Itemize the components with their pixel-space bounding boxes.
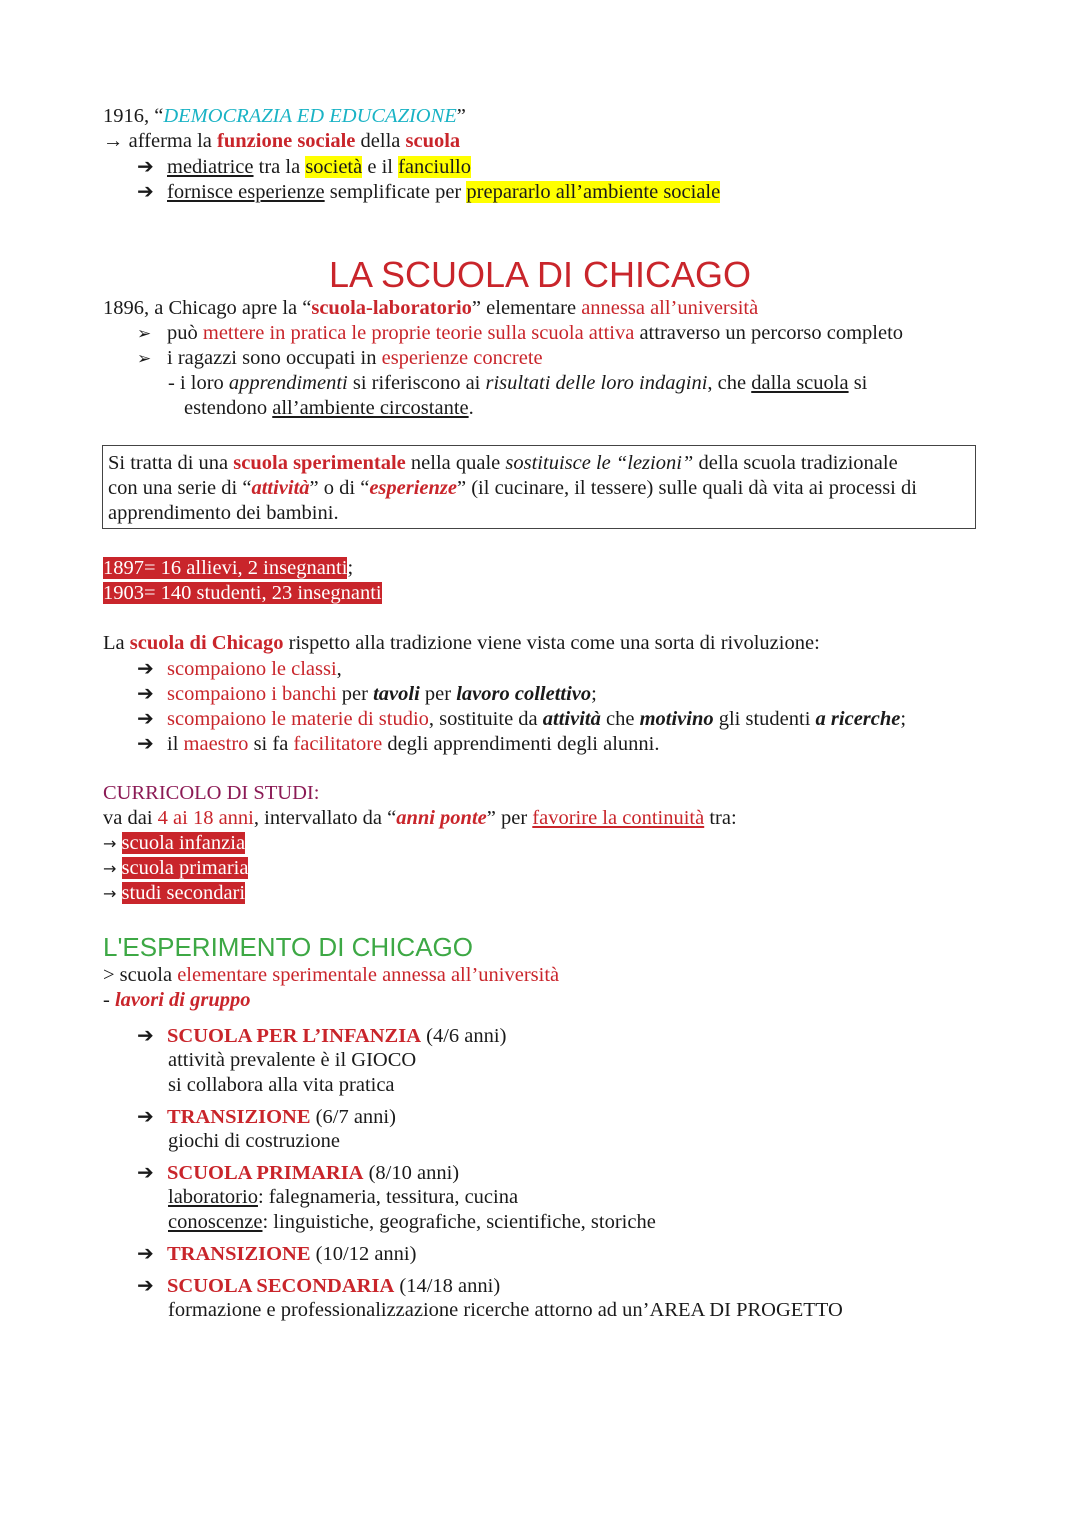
stat-1897 [103,556,353,581]
esperienze: esperienze [369,477,457,499]
curriculum-heading: CURRICOLO DI STUDI: [103,782,320,804]
i3-red: scompaiono le materie di studio [167,708,429,730]
chicago-sub-2 [184,396,474,421]
stage-secondaria-desc: formazione e professionalizzazione ricerche attorno ad un’AREA DI PROGETTO [168,1299,843,1321]
risultati: risultati delle loro indagini [485,372,708,394]
mediatrice: mediatrice [167,156,254,178]
anni-ponte: anni ponte [396,807,487,829]
scuola-word: scuola [405,130,461,152]
curriculum-line [103,806,737,831]
intro-year: 1916, “ [103,105,164,127]
i2-per2: per [419,683,457,705]
dalla-scuola: dalla scuola [751,372,849,394]
stage-name: SCUOLA SECONDARIA [167,1275,395,1297]
funzione-sociale: funzione sociale [217,130,356,152]
chicago-bullet-1 [137,321,903,347]
scuola-di-chicago: scuola di Chicago [129,632,284,654]
curriculum-item-3 [103,881,245,906]
arrow-right-icon: ➔ [137,179,154,203]
ambiente: all’ambiente circostante [272,397,469,419]
page-title: LA SCUOLA DI CHICAGO [328,254,752,295]
intro-affirms [103,129,460,154]
i1-post: , [336,658,342,680]
lab-rest: : falegnameria, tessitura, cucina [257,1186,519,1208]
curriculum-item-label: scuola primaria [121,857,249,879]
box-l1-post: della scuola tradizionale [693,452,898,474]
arrow-icon: → [103,884,117,903]
i1-red: scompaiono le classi [167,658,337,680]
arrow-right-icon: ➔ [137,706,154,730]
b1-red: mettere in pratica le proprie teorie sulla scuola attiva [202,322,635,344]
i3-gli: gli studenti [713,708,816,730]
s1-pre: - i loro [168,372,229,394]
i2-per: per [336,683,374,705]
close-quote: ” [456,105,466,127]
revolution-item-2 [137,681,597,707]
cur-tra: tra: [704,807,737,829]
stat-1903-text: 1903= 140 studenti, 23 insegnanti [103,582,382,604]
curriculum-item-2 [103,856,248,881]
box-line-1 [108,451,898,476]
l1-pre: 1896, a Chicago apre la “ [103,297,312,319]
s2-dot: . [468,397,474,419]
arrow-right-icon: ➔ [137,154,154,178]
triangle-bullet-icon: ➢ [137,349,152,369]
i2-semi: ; [591,683,597,705]
arrow-right-icon: ➔ [137,681,154,705]
curriculum-item-label: studi secondari [121,882,246,904]
societa: società [305,156,363,178]
stage-age: (8/10 anni) [363,1162,460,1184]
exp-l1-red: elementare sperimentale annessa all’università [177,964,560,986]
box-l1-pre: Si tratta di una [108,452,234,474]
experiment-line-1 [103,963,559,988]
i4-mid: si fa [248,733,294,755]
s1-mid: si riferiscono ai [347,372,486,394]
a-ricerche: a ricerche [815,708,901,730]
lavori-di-gruppo: lavori di gruppo [114,989,251,1011]
rev-post: rispetto alla tradizione viene vista come una sorta di rivoluzione: [283,632,820,654]
stage-infanzia-desc-1: attività prevalente è il GIOCO [168,1049,417,1071]
fornisce-esperienze: fornisce esperienze [167,181,325,203]
annessa: annessa all’università [581,297,759,319]
b2-pre: i ragazzi sono occupati in [167,347,382,369]
b1-mid: tra la [253,156,306,178]
b2-red: esperienze concrete [381,347,543,369]
b1-pre: può [167,322,203,344]
s1-che: , che [707,372,752,394]
box-line-3: apprendimento dei bambini. [108,502,339,524]
arrow-right-icon: ➔ [137,656,154,680]
intro-bullet-1 [137,154,471,180]
chicago-sub-1 [168,371,867,396]
s2-pre: estendono [184,397,273,419]
stage-infanzia [137,1023,506,1049]
l1-mid: ” elementare [471,297,582,319]
scuola-sperimentale: scuola sperimentale [233,452,406,474]
stage-secondaria [137,1273,500,1299]
cur-per: ” per [486,807,533,829]
stage-transizione-2 [137,1241,416,1267]
conoscenze: conoscenze [168,1211,263,1233]
con-rest: : linguistiche, geografiche, scientifiche, storiche [262,1211,656,1233]
maestro: maestro [183,733,249,755]
triangle-bullet-icon: ➢ [137,324,152,344]
i4-post: degli apprendimenti degli alunni. [382,733,660,755]
rev-pre: La [103,632,130,654]
stage-age: (14/18 anni) [394,1275,501,1297]
stat-semicolon: ; [347,557,354,579]
arrow-right-icon: ➔ [137,1023,154,1047]
curriculum-item-label: scuola infanzia [121,832,246,854]
affirms-mid: della [355,130,406,152]
stage-name: TRANSIZIONE [167,1243,311,1265]
apprendimenti: apprendimenti [228,372,348,394]
stage-primaria-lab [168,1185,518,1210]
box-l2-post: ” (il cucinare, il tessere) sulle quali dà vita ai processi di [457,477,917,499]
arrow-icon: → [103,859,117,878]
stage-name: TRANSIZIONE [167,1106,311,1128]
tavoli: tavoli [373,683,420,705]
i3-semi: ; [900,708,907,730]
experiment-line-2 [103,988,251,1013]
prepararlo: prepararlo all’ambiente sociale [466,181,721,203]
revolution-intro [103,631,820,656]
i3-mid: , sostituite da [428,708,543,730]
exp-l2-pre: - [103,989,115,1011]
arrow-right-icon: ➔ [137,1160,154,1184]
facilitatore: facilitatore [293,733,383,755]
s1-si: si [848,372,868,394]
i4-il: il [167,733,184,755]
curriculum-item-1 [103,831,245,856]
work-title: DEMOCRAZIA ED EDUCAZIONE [163,105,457,127]
stage-age: (6/7 anni) [310,1106,396,1128]
affirms-prefix: → afferma la [103,130,218,152]
scuola-laboratorio: scuola-laboratorio [311,297,472,319]
lavoro-collettivo: lavoro collettivo [456,683,592,705]
age-range: 4 ai 18 anni [157,807,254,829]
arrow-right-icon: ➔ [137,1273,154,1297]
stat-1903 [103,581,382,606]
b2-mid: semplificate per [324,181,467,203]
stat-1897-text: 1897= 16 allievi, 2 insegnanti [103,557,348,579]
arrow-right-icon: ➔ [137,1241,154,1265]
revolution-item-1 [137,656,342,682]
box-l1-mid: nella quale [405,452,506,474]
arrow-right-icon: ➔ [137,1104,154,1128]
laboratorio: laboratorio [168,1186,258,1208]
chicago-bullet-2 [137,346,543,372]
experiment-heading: L'ESPERIMENTO DI CHICAGO [103,932,473,962]
motivino: motivino [639,708,714,730]
stage-infanzia-desc-2: si collabora alla vita pratica [168,1074,395,1096]
box-l2-mid: ” o di “ [309,477,370,499]
stage-name: SCUOLA PRIMARIA [167,1162,364,1184]
attivita: attività [251,477,310,499]
box-line-2 [108,476,917,501]
stage-primaria [137,1160,459,1186]
fanciullo: fanciullo [398,156,471,178]
arrow-icon: → [103,834,117,853]
arrow-right-icon: ➔ [137,731,154,755]
intro-bullet-2 [137,179,720,205]
cur-mid: , intervallato da “ [253,807,397,829]
stage-age: (10/12 anni) [310,1243,417,1265]
stage-primaria-con [168,1210,656,1235]
stage-name: SCUOLA PER L’INFANZIA [167,1025,422,1047]
intro-line [103,104,466,129]
chicago-line-1 [103,296,758,321]
cur-pre: va dai [103,807,158,829]
favorire-continuita: favorire la continuità [532,807,705,829]
revolution-item-4 [137,731,659,757]
box-l2-pre: con una serie di “ [108,477,252,499]
b1-post: attraverso un percorso completo [634,322,904,344]
i3-che: che [600,708,640,730]
i2-red: scompaiono i banchi [167,683,337,705]
stage-transizione-1 [137,1104,396,1130]
stage-age: (4/6 anni) [421,1025,507,1047]
revolution-item-3 [137,706,906,732]
b1-and: e il [362,156,399,178]
i3-attivita: attività [542,708,601,730]
stage-transizione-1-desc: giochi di costruzione [168,1130,340,1152]
sostituisce-lezioni: sostituisce le “lezioni” [505,452,694,474]
exp-l1-pre: > scuola [103,964,178,986]
